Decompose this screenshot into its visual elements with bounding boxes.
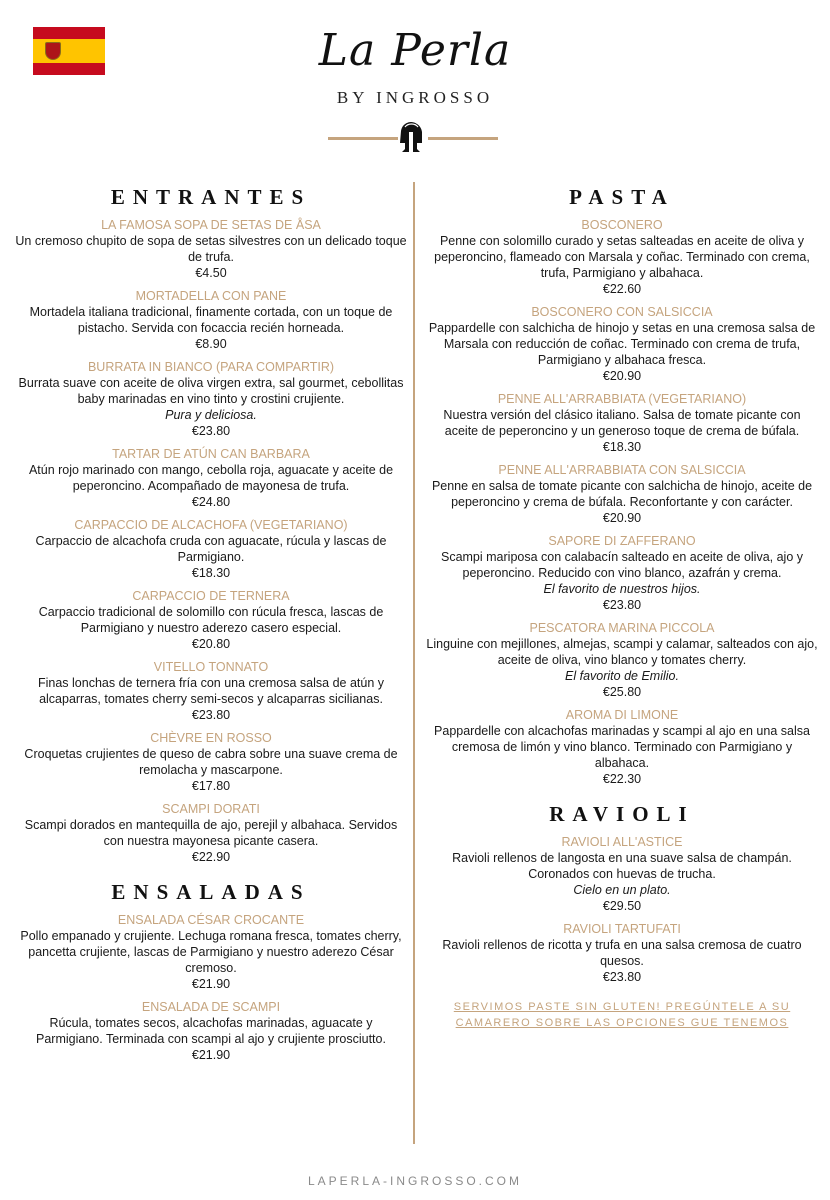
restaurant-logo (0, 18, 830, 108)
item-description: Pappardelle con alcachofas marinadas y scampi al ajo en una salsa cremosa de limón y vino blanco. Terminado con Parmigiano y albahaca. (434, 724, 810, 770)
menu-item (15, 588, 407, 652)
item-description: Linguine con mejillones, almejas, scampi y calamar, salteados con ajo, aceite de oliva, vino blanco y tomates cherry. (426, 637, 818, 667)
website-url[interactable]: LAPERLA-INGROSSO.COM (307, 1174, 523, 1188)
item-note: Cielo en un plato. (573, 883, 671, 897)
menu-item (15, 517, 407, 581)
item-price: €23.80 (602, 598, 642, 612)
menu-item (426, 217, 818, 297)
item-price: €22.30 (602, 772, 642, 786)
menu-item (15, 730, 407, 794)
item-price: €20.90 (602, 369, 642, 383)
item-description: Scampi mariposa con calabacín salteado en aceite de oliva, ajo y peperoncino. Reducido con vino blanco, azafrán y crema. (440, 550, 804, 580)
item-description: Pappardelle con salchicha de hinojo y setas en una cremosa salsa de Marsala con reducción de coñac. Terminado con crema de trufa, Parmigiano y albahaca fresca. (428, 321, 816, 367)
item-price: €17.80 (191, 779, 231, 793)
menu-item (426, 620, 818, 700)
item-name: TARTAR DE ATÚN CAN BARBARA (112, 447, 310, 461)
item-description: Ravioli rellenos de ricotta y trufa en una salsa cremosa de cuatro quesos. (442, 938, 802, 968)
item-description: Atún rojo marinado con mango, cebolla roja, aguacate y aceite de peperoncino. Acompañado de mayonesa de trufa. (28, 463, 394, 493)
menu-item (15, 446, 407, 510)
item-name: SCAMPI DORATI (162, 802, 260, 816)
left-column (15, 182, 407, 1063)
spartan-helmet-icon (398, 121, 424, 153)
item-price: €18.30 (191, 566, 231, 580)
menu-item (15, 999, 407, 1063)
item-name: MORTADELLA CON PANE (135, 289, 287, 303)
logo-rule-left (328, 137, 398, 140)
item-price: €29.50 (602, 899, 642, 913)
item-price: €23.80 (191, 708, 231, 722)
item-price: €8.90 (195, 337, 227, 351)
item-price: €23.80 (191, 424, 231, 438)
item-description: Pollo empanado y crujiente. Lechuga romana fresca, tomates cherry, pancetta crujiente, lascas de Parmigiano y nuestro aderezo César cremoso. (20, 929, 402, 975)
item-name: CHÈVRE EN ROSSO (150, 731, 272, 745)
item-name: PENNE ALL'ARRABBIATA (VEGETARIANO) (497, 392, 747, 406)
item-description: Burrata suave con aceite de oliva virgen extra, sal gourmet, cebollitas baby marinadas en vino tinto y crostini crujiente. (18, 376, 404, 406)
item-name: RAVIOLI TARTUFATI (563, 922, 681, 936)
menu-item (15, 659, 407, 723)
item-name: AROMA DI LIMONE (565, 708, 679, 722)
section-title-ensaladas: ENSALADAS (111, 880, 311, 904)
item-name: ENSALADA CÉSAR CROCANTE (117, 913, 305, 927)
item-price: €20.80 (191, 637, 231, 651)
menu-item (426, 707, 818, 787)
item-price: €21.90 (191, 1048, 231, 1062)
section-title-entrantes: ENTRANTES (110, 185, 312, 209)
item-description: Ravioli rellenos de langosta en una suave salsa de champán. Coronados con huevas de trucha. (452, 851, 792, 881)
item-price: €25.80 (602, 685, 642, 699)
item-price: €20.90 (602, 511, 642, 525)
section-title-ravioli: RAVIOLI (549, 802, 695, 826)
item-price: €23.80 (602, 970, 642, 984)
item-name: VITELLO TONNATO (153, 660, 269, 674)
column-divider (413, 182, 415, 1144)
item-description: Rúcula, tomates secos, alcachofas marinadas, aguacate y Parmigiano. Terminada con scampi al ajo y crujiente prosciutto. (36, 1016, 386, 1046)
item-name: PESCATORA MARINA PICCOLA (529, 621, 715, 635)
item-name: ENSALADA DE SCAMPI (141, 1000, 281, 1014)
item-note: El favorito de nuestros hijos. (543, 582, 701, 596)
item-name: CARPACCIO DE TERNERA (132, 589, 290, 603)
menu-item (15, 288, 407, 352)
logo-subtitle: BY INGROSSO (336, 88, 494, 107)
menu-item (426, 921, 818, 985)
section-title-pasta: PASTA (569, 185, 675, 209)
item-description: Scampi dorados en mantequilla de ajo, perejil y albahaca. Servidos con nuestra mayonesa picante casera. (24, 818, 398, 848)
item-description: Finas lonchas de ternera fría con una cremosa salsa de atún y alcaparras, tomates cherry semi-secos y alcaparras sicilianas. (37, 676, 385, 706)
item-price: €18.30 (602, 440, 642, 454)
logo-script: La Perla (318, 25, 512, 76)
item-description: Carpaccio de alcachofa cruda con aguacate, rúcula y lascas de Parmigiano. (35, 534, 387, 564)
item-name: BURRATA IN BIANCO (PARA COMPARTIR) (87, 360, 335, 374)
logo-rule-right (428, 137, 498, 140)
item-description: Nuestra versión del clásico italiano. Salsa de tomate picante con aceite de peperoncino y un generoso toque de crema de búfala. (443, 408, 801, 438)
menu-item (426, 304, 818, 384)
item-description: Un cremoso chupito de sopa de setas silvestres con un delicado toque de trufa. (15, 234, 407, 264)
item-name: CARPACCIO DE ALCACHOFA (VEGETARIANO) (74, 518, 348, 532)
item-price: €21.90 (191, 977, 231, 991)
item-name: LA FAMOSA SOPA DE SETAS DE ÅSA (101, 218, 321, 232)
item-price: €22.60 (602, 282, 642, 296)
item-name: PENNE ALL'ARRABBIATA CON SALSICCIA (498, 463, 746, 477)
item-note: Pura y deliciosa. (165, 408, 257, 422)
item-price: €4.50 (195, 266, 227, 280)
item-name: BOSCONERO CON SALSICCIA (531, 305, 713, 319)
menu-item (15, 217, 407, 281)
item-description: Penne con solomillo curado y setas salteadas en aceite de oliva y peperoncino, flameado con Marsala y coñac. Terminado con crema, trufa, Parmigiano y albahaca. (434, 234, 810, 280)
menu-item (426, 533, 818, 613)
item-description: Penne en salsa de tomate picante con salchicha de hinojo, aceite de peperoncino y crema de búfala. Reconfortante y con carácter. (431, 479, 813, 509)
menu-item (426, 834, 818, 914)
item-price: €22.90 (191, 850, 231, 864)
item-description: Croquetas crujientes de queso de cabra sobre una suave crema de remolacha y mascarpone. (24, 747, 398, 777)
item-description: Mortadela italiana tradicional, finamente cortada, con un toque de pistacho. Servida con focaccia recién horneada. (29, 305, 393, 335)
item-name: RAVIOLI ALL'ASTICE (561, 835, 683, 849)
menu-item (15, 801, 407, 865)
menu-item (15, 359, 407, 439)
right-column (426, 182, 818, 1031)
item-name: SAPORE DI ZAFFERANO (548, 534, 696, 548)
item-description: Carpaccio tradicional de solomillo con rúcula fresca, lascas de Parmigiano y nuestro aderezo casero especial. (38, 605, 384, 635)
menu-item (15, 912, 407, 992)
gluten-free-link[interactable]: SERVIMOS PASTE SIN GLUTEN! PREGÚNTELE A SU CAMARERO SOBRE LAS OPCIONES GUE TENEMOS (453, 1001, 791, 1029)
menu-item (426, 391, 818, 455)
menu-item (426, 462, 818, 526)
item-name: BOSCONERO (581, 218, 663, 232)
item-note: El favorito de Emilio. (565, 669, 679, 683)
item-price: €24.80 (191, 495, 231, 509)
